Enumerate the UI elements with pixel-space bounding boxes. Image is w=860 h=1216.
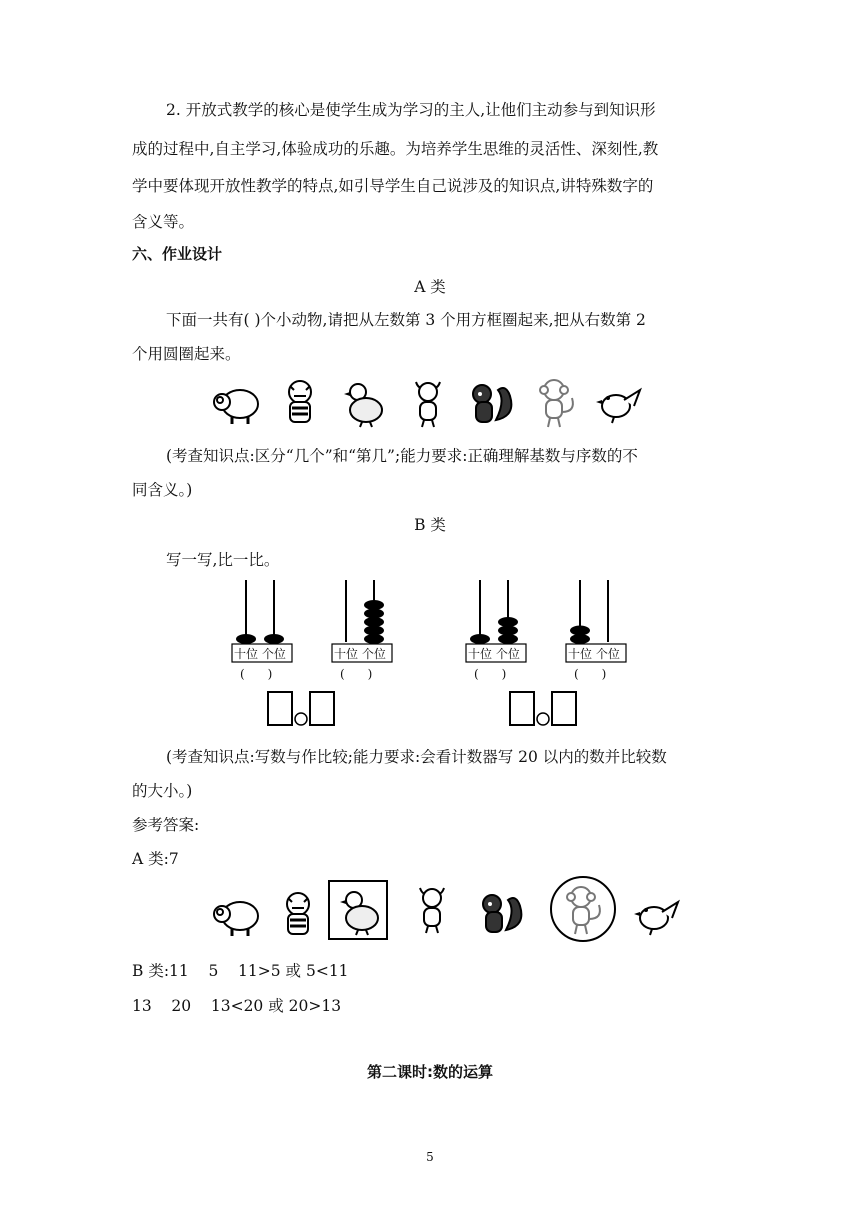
animal-row: [210, 376, 646, 428]
bird-icon: [632, 888, 684, 940]
answers-b-line: 13 20 13<20 或 20>13: [132, 997, 342, 1015]
tiger-icon: [274, 376, 326, 428]
label-one: 个位: [495, 647, 520, 661]
answers-b-line: B 类:11 5 11>5 或 5<11: [132, 962, 349, 980]
label-one: 个位: [595, 647, 620, 661]
label-ten: 十位: [234, 647, 259, 661]
section-title: 六、作业设计: [132, 245, 223, 263]
b-note-line: 的大小。): [132, 782, 193, 800]
label-one: 个位: [361, 647, 386, 661]
answer-paren: ( ): [574, 667, 607, 681]
b-note-line: (考查知识点:写数与作比较;能力要求:会看计数器写 20 以内的数并比较数: [166, 748, 667, 766]
compare-box-1: [266, 690, 338, 728]
a-heading: A 类: [414, 278, 446, 296]
cow-icon: [402, 376, 454, 428]
page-number: 5: [426, 1150, 434, 1164]
abacus-label-4: [568, 647, 624, 661]
b-heading: B 类: [414, 516, 446, 534]
a-note-line: 同含义。): [132, 481, 193, 499]
answers-title: 参考答案:: [132, 816, 200, 834]
lesson-title: 第二课时:数的运算: [367, 1063, 493, 1081]
bird-icon: [594, 376, 646, 428]
answer-animal-row: [206, 880, 686, 944]
answer-paren: ( ): [474, 667, 507, 681]
label-ten: 十位: [334, 647, 359, 661]
abacus-label-3: [468, 647, 524, 661]
chick-icon: [338, 376, 390, 428]
squirrel-icon: [466, 376, 518, 428]
monkey-icon: [557, 883, 609, 935]
compare-box-2: [508, 690, 580, 728]
answers-a: A 类:7: [132, 850, 179, 868]
paragraph-line: 学中要体现开放性教学的特点,如引导学生自己说涉及的知识点,讲特殊数字的: [132, 177, 654, 195]
chick-icon: [334, 884, 386, 936]
a-note-line: (考查知识点:区分“几个”和“第几”;能力要求:正确理解基数与序数的不: [166, 447, 638, 465]
monkey-icon: [530, 376, 582, 428]
paragraph-line: 含义等。: [132, 213, 195, 231]
paragraph-line: 成的过程中,自主学习,体验成功的乐趣。为培养学生思维的灵活性、深刻性,教: [132, 140, 659, 158]
sheep-icon: [210, 888, 262, 940]
a-question-line: 个用圆圈起来。: [132, 345, 241, 363]
abacus-label-2: [334, 647, 390, 661]
tiger-icon: [272, 888, 324, 940]
label-one: 个位: [261, 647, 286, 661]
squirrel-icon: [476, 886, 528, 938]
label-ten: 十位: [568, 647, 593, 661]
paragraph-line: 2. 开放式教学的核心是使学生成为学习的主人,让他们主动参与到知识形: [166, 101, 656, 119]
cow-icon: [406, 882, 458, 934]
abacus-label-1: [234, 647, 290, 661]
a-question-line: 下面一共有( )个小动物,请把从左数第 3 个用方框圈起来,把从右数第 2: [166, 311, 646, 329]
label-ten: 十位: [468, 647, 493, 661]
b-question: 写一写,比一比。: [166, 551, 280, 569]
sheep-icon: [210, 376, 262, 428]
answer-paren: ( ): [240, 667, 273, 681]
answer-paren: ( ): [340, 667, 373, 681]
